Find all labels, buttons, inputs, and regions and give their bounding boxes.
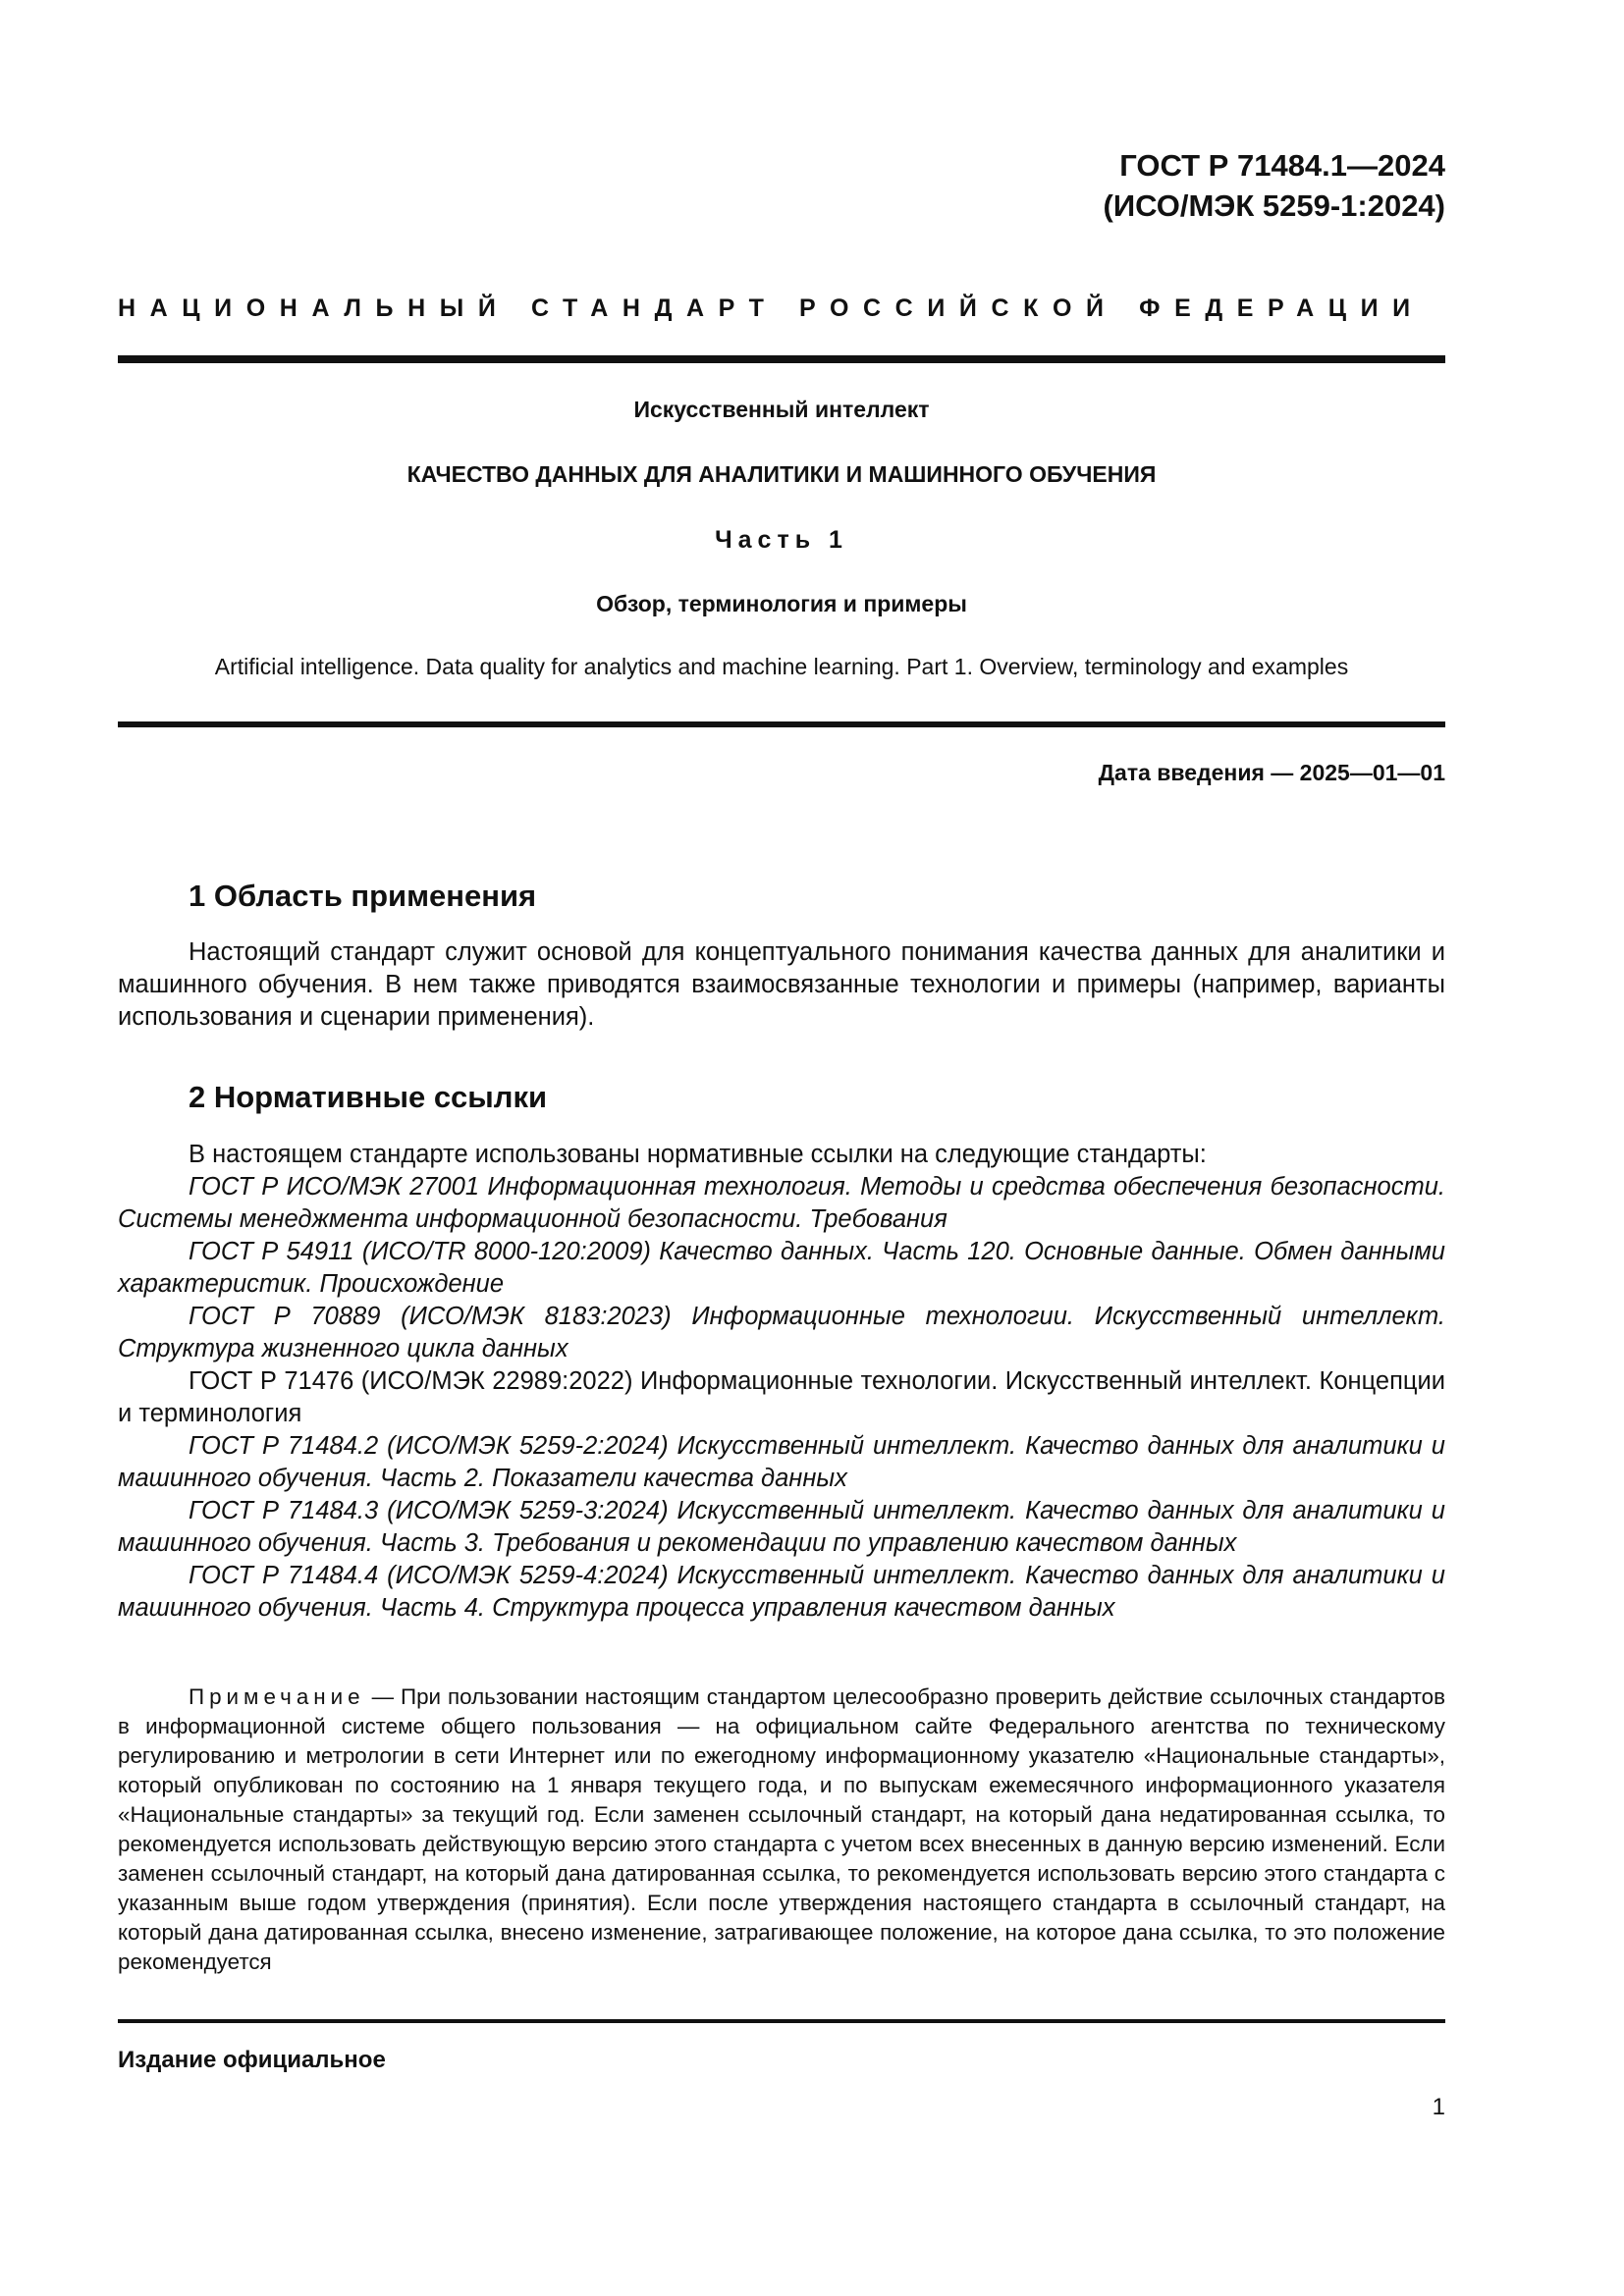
reference-item: ГОСТ Р 54911 (ИСО/TR 8000-120:2009) Качество данных. Часть 120. Основные данные. Обмен данными характеристик. Происхождение [118, 1238, 1445, 1298]
section-1-heading: 1 Область применения [189, 879, 537, 913]
references-intro: В настоящем стандарте использованы нормативные ссылки на следующие стандарты: [189, 1141, 1207, 1168]
title-divider [118, 721, 1445, 727]
national-standard-banner: НАЦИОНАЛЬНЫЙ СТАНДАРТ РОССИЙСКОЙ ФЕДЕРАЦИИ [118, 294, 1425, 322]
document-identifier [1104, 145, 1446, 226]
title-subtitle: Обзор, терминология и примеры [596, 591, 967, 616]
top-divider [118, 355, 1445, 363]
section-1-text: Настоящий стандарт служит основой для концептуального понимания качества данных для аналитики и машинного обучения. В нем также приводятся взаимосвязанные технологии и примеры (например, варианты использования и сценарии применения). [118, 938, 1445, 1031]
title-field: Искусственный интеллект [633, 397, 930, 422]
note-label: Примечание [189, 1684, 365, 1709]
page-number: 1 [1432, 2094, 1445, 2120]
official-edition-label: Издание официальное [118, 2047, 386, 2073]
reference-item: ГОСТ Р 71476 (ИСО/МЭК 22989:2022) Информационные технологии. Искусственный интеллект. Концепции и терминология [118, 1367, 1445, 1427]
title-english: Artificial intelligence. Data quality for analytics and machine learning. Part 1. Overview, terminology and examples [214, 654, 1349, 679]
section-1-body [118, 936, 1445, 1034]
section-2-body [118, 1139, 1445, 1625]
title-main: КАЧЕСТВО ДАННЫХ ДЛЯ АНАЛИТИКИ И МАШИННОГО ОБУЧЕНИЯ [406, 461, 1157, 487]
reference-item: ГОСТ Р 71484.3 (ИСО/МЭК 5259-3:2024) Искусственный интеллект. Качество данных для аналитики и машинного обучения. Часть 3. Требования и рекомендации по управлению качеством данных [118, 1497, 1445, 1557]
note-block [118, 1682, 1445, 1977]
title-part: Часть 1 [715, 526, 848, 554]
note-text: — При пользовании настоящим стандартом целесообразно проверить действие ссылочных стандартов в информационной системе общего пользования — на официальном сайте Федерального агентства по техническому регулированию и метрологии в сети Интернет или по ежегодному информационному указателю «Национальные стандарты», который опубликован по состоянию на 1 января текущего года, и по выпускам ежемесячного информационного указателя «Национальные стандарты» за текущий год. Если заменен ссылочный стандарт, на который дана недатированная ссылка, то рекомендуется использовать действующую версию этого стандарта с учетом всех внесенных в данную версию изменений. Если заменен ссылочный стандарт, на который дана датированная ссылка, то рекомендуется использовать версию этого стандарта с указанным выше годом утверждения (принятия). Если после утверждения настоящего стандарта в ссылочный стандарт, на который дана датированная ссылка, внесено изменение, затрагивающее положение, на которое дана ссылка, то это положение рекомендуется [118, 1684, 1445, 1974]
reference-item: ГОСТ Р 71484.4 (ИСО/МЭК 5259-4:2024) Искусственный интеллект. Качество данных для аналитики и машинного обучения. Часть 4. Структура процесса управления качеством данных [118, 1562, 1445, 1622]
doc-number: ГОСТ Р 71484.1—2024 [1119, 148, 1445, 183]
note-paragraph [118, 1682, 1445, 1977]
reference-item: ГОСТ Р 70889 (ИСО/МЭК 8183:2023) Информационные технологии. Искусственный интеллект. Структура жизненного цикла данных [118, 1303, 1445, 1362]
footer-divider [118, 2019, 1445, 2023]
reference-item: ГОСТ Р ИСО/МЭК 27001 Информационная технология. Методы и средства обеспечения безопасности. Системы менеджмента информационной безопасности. Требования [118, 1173, 1445, 1233]
document-page [118, 0, 1445, 2296]
reference-item: ГОСТ Р 71484.2 (ИСО/МЭК 5259-2:2024) Искусственный интеллект. Качество данных для аналитики и машинного обучения. Часть 2. Показатели качества данных [118, 1432, 1445, 1492]
section-2-heading: 2 Нормативные ссылки [189, 1080, 548, 1114]
iso-number: (ИСО/МЭК 5259-1:2024) [1103, 188, 1445, 223]
introduction-date: Дата введения — 2025—01—01 [1098, 760, 1445, 785]
